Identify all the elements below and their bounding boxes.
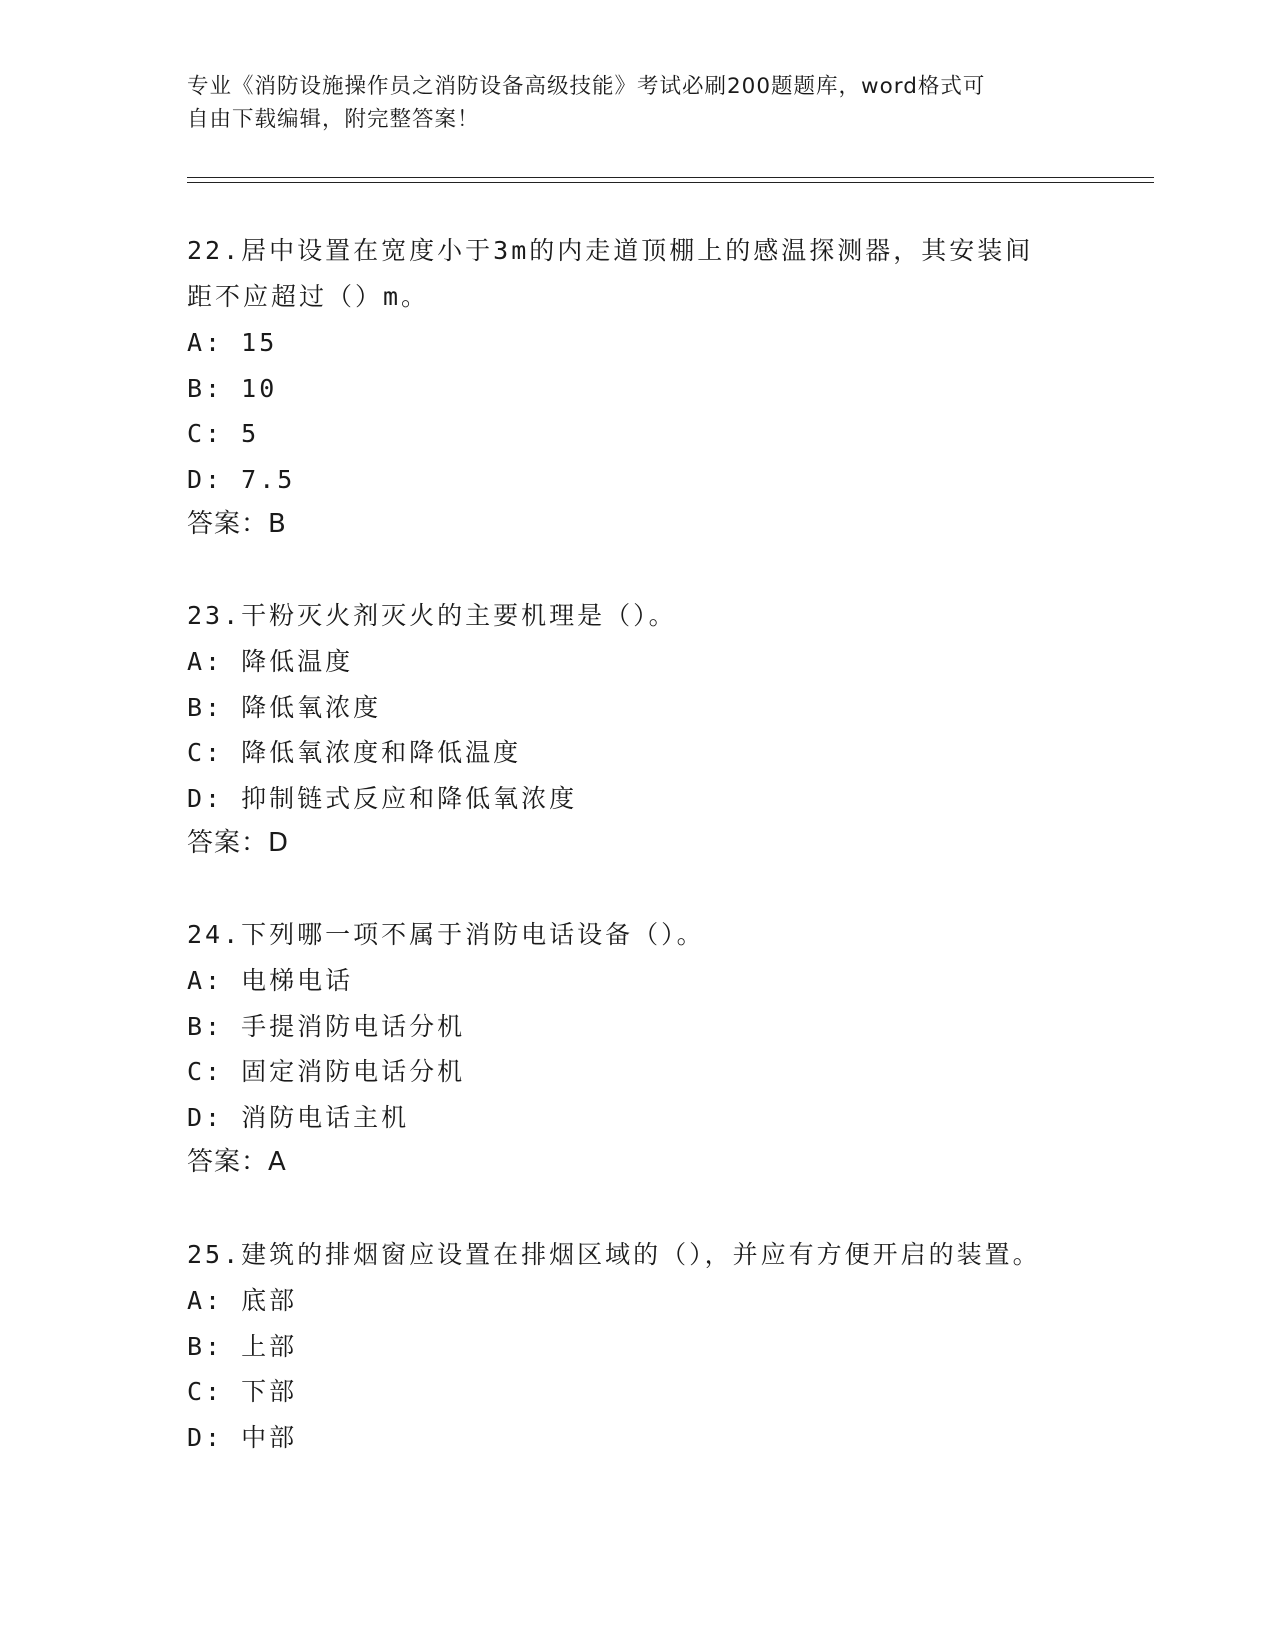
- option-d: D: 中部: [187, 1422, 298, 1452]
- option-d: D: 抑制链式反应和降低氧浓度: [187, 783, 578, 813]
- header-line-1: 专业《消防设施操作员之消防设备高级技能》考试必刷200题题库，word格式可: [187, 74, 986, 99]
- option-c: C: 降低氧浓度和降低温度: [187, 738, 522, 767]
- option-d: D: 7.5: [187, 464, 296, 494]
- option-c: C: 下部: [187, 1377, 298, 1406]
- question-stem: 24.下列哪一项不属于消防电话设备（）。: [187, 920, 705, 949]
- question-stem: 22.居中设置在宽度小于3m的内走道顶棚上的感温探测器，其安装间: [187, 236, 1034, 265]
- question-stem-continued: 距不应超过（）m。: [187, 282, 430, 311]
- question-23: [187, 593, 1087, 867]
- question-25: [187, 1232, 1087, 1460]
- question-22: [187, 228, 1087, 548]
- header-divider-top: [187, 177, 1154, 178]
- header-line-2: 自由下载编辑，附完整答案！: [187, 107, 480, 132]
- option-a: A: 电梯电话: [187, 966, 354, 995]
- option-b: B: 手提消防电话分机: [187, 1011, 466, 1041]
- answer: 答案：B: [187, 509, 287, 539]
- header-divider-bottom: [187, 182, 1154, 183]
- option-d: D: 消防电话主机: [187, 1102, 410, 1132]
- option-a: A: 15: [187, 328, 278, 357]
- answer: 答案：A: [187, 1147, 287, 1177]
- option-b: B: 10: [187, 373, 278, 403]
- answer: 答案：D: [187, 828, 290, 858]
- question-stem: 25.建筑的排烟窗应设置在排烟区域的（），并应有方便开启的装置。: [187, 1240, 1041, 1269]
- question-stem: 23.干粉灭火剂灭火的主要机理是（）。: [187, 601, 677, 630]
- option-b: B: 上部: [187, 1331, 298, 1361]
- option-a: A: 底部: [187, 1286, 298, 1315]
- question-24: [187, 912, 1087, 1186]
- document-header: [187, 70, 1087, 136]
- option-a: A: 降低温度: [187, 647, 354, 676]
- option-c: C: 固定消防电话分机: [187, 1057, 466, 1086]
- option-c: C: 5: [187, 419, 260, 448]
- option-b: B: 降低氧浓度: [187, 692, 382, 722]
